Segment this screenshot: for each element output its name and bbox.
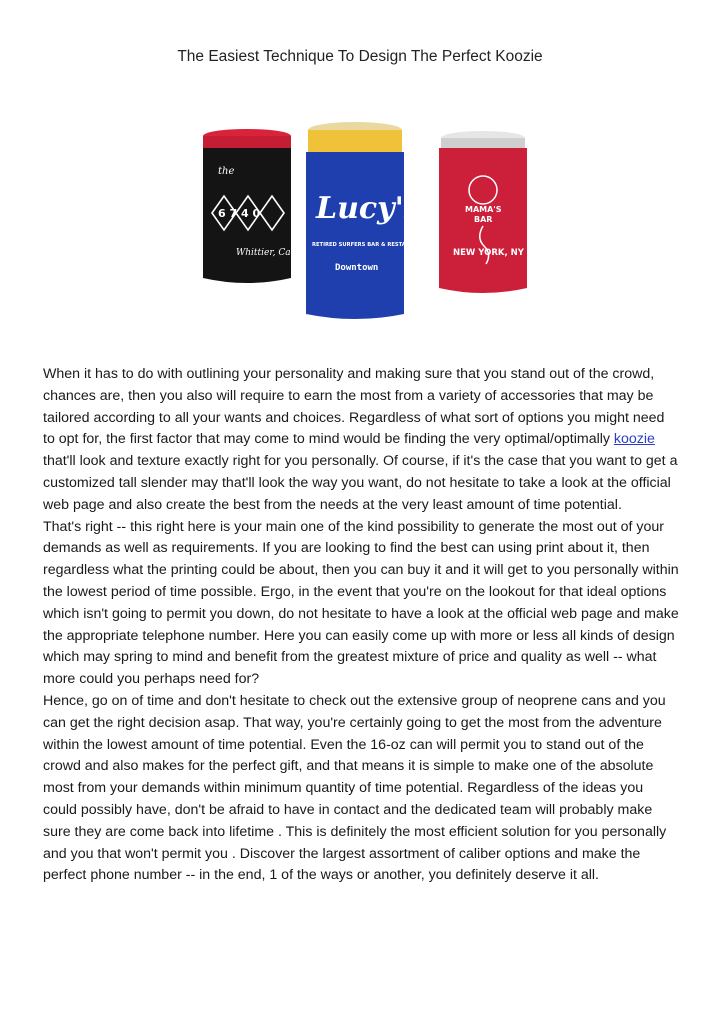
article-body xyxy=(43,364,679,887)
paragraph-1 xyxy=(43,364,679,517)
koozie-product-photo xyxy=(200,118,540,336)
blue-koozie-can xyxy=(306,122,426,319)
can-logo-text: MAMA'S xyxy=(465,205,502,214)
can-city-text: Whittier, Ca xyxy=(236,248,291,258)
page-title: The Easiest Technique To Design The Perfect Koozie xyxy=(177,48,543,65)
black-koozie-can xyxy=(203,129,291,283)
koozie-link[interactable]: koozie xyxy=(613,431,655,448)
red-koozie-can xyxy=(439,131,527,293)
paragraph-1-continued: that'll look and texture exactly right for you personally. Of course, if it's the case that you want to get a customized tall slender may that'll look the way you want, do not hesitate to take a look at the official web page and also create the best from the needs at the very least amount of time potential. xyxy=(43,453,678,513)
can-logo-text: the xyxy=(218,166,235,177)
can-number-text: 6 7 4 0 xyxy=(218,207,261,220)
can-logo-text: Lucy's xyxy=(316,191,421,226)
can-city-text: NEW YORK, NY xyxy=(453,248,524,258)
paragraph-3: Hence, go on of time and don't hesitate to check out the extensive group of neoprene cans and you can get the right decision asap. That way, you're certainly going to get the most from the adventure within the lowest amount of time potential. Even the 16-oz can will permit you to stand out of the crowd and also makes for the perfect gift, and that means it is simple to make one of the absolute most from your demands within minimum quantity of time potential. Regardless of the ideas you could possibly have, don't be afraid to have in contact and the dedicated team will probably make sure they are come back into lifetime . This is definitely the most efficient solution for you personally and you that won't permit you . Discover the largest assortment of caliber options and make the perfect phone number -- in the end, 1 of the ways or another, you definitely deserve it all. xyxy=(43,692,667,884)
paragraph-2: That's right -- this right here is your main one of the kind possibility to generate the most out of your demands as well as requirements. If you are looking to find the best can using print about it, then regardless what the printing could be about, then you can buy it and it will get to you personally within the lowest period of time possible. Ergo, in the event that you're on the lookout for that ideal options which isn't going to permit you down, do not hesitate to have a look at the official web page and make the appropriate telephone number. Here you can easily come up with more or less all kinds of design which may spring to mind and benefit from the greatest mixture of price and quality as well -- what more could you perhaps need for? xyxy=(43,518,679,688)
can-subtitle-text: RETIRED SURFERS BAR & RESTAURANT xyxy=(312,242,426,248)
can-bar-text: BAR xyxy=(474,215,493,224)
paragraph-1-text: When it has to do with outlining your personality and making sure that you stand out of the crowd, chances are, then you also will require to earn the most from a variety of accessories that may be tailored according to all your wants and choices. Regardless of what sort of options you might need to opt for, the first factor that may come to mind would be finding the very optimal/optimally xyxy=(43,366,665,448)
can-location-text: Downtown xyxy=(335,263,379,273)
